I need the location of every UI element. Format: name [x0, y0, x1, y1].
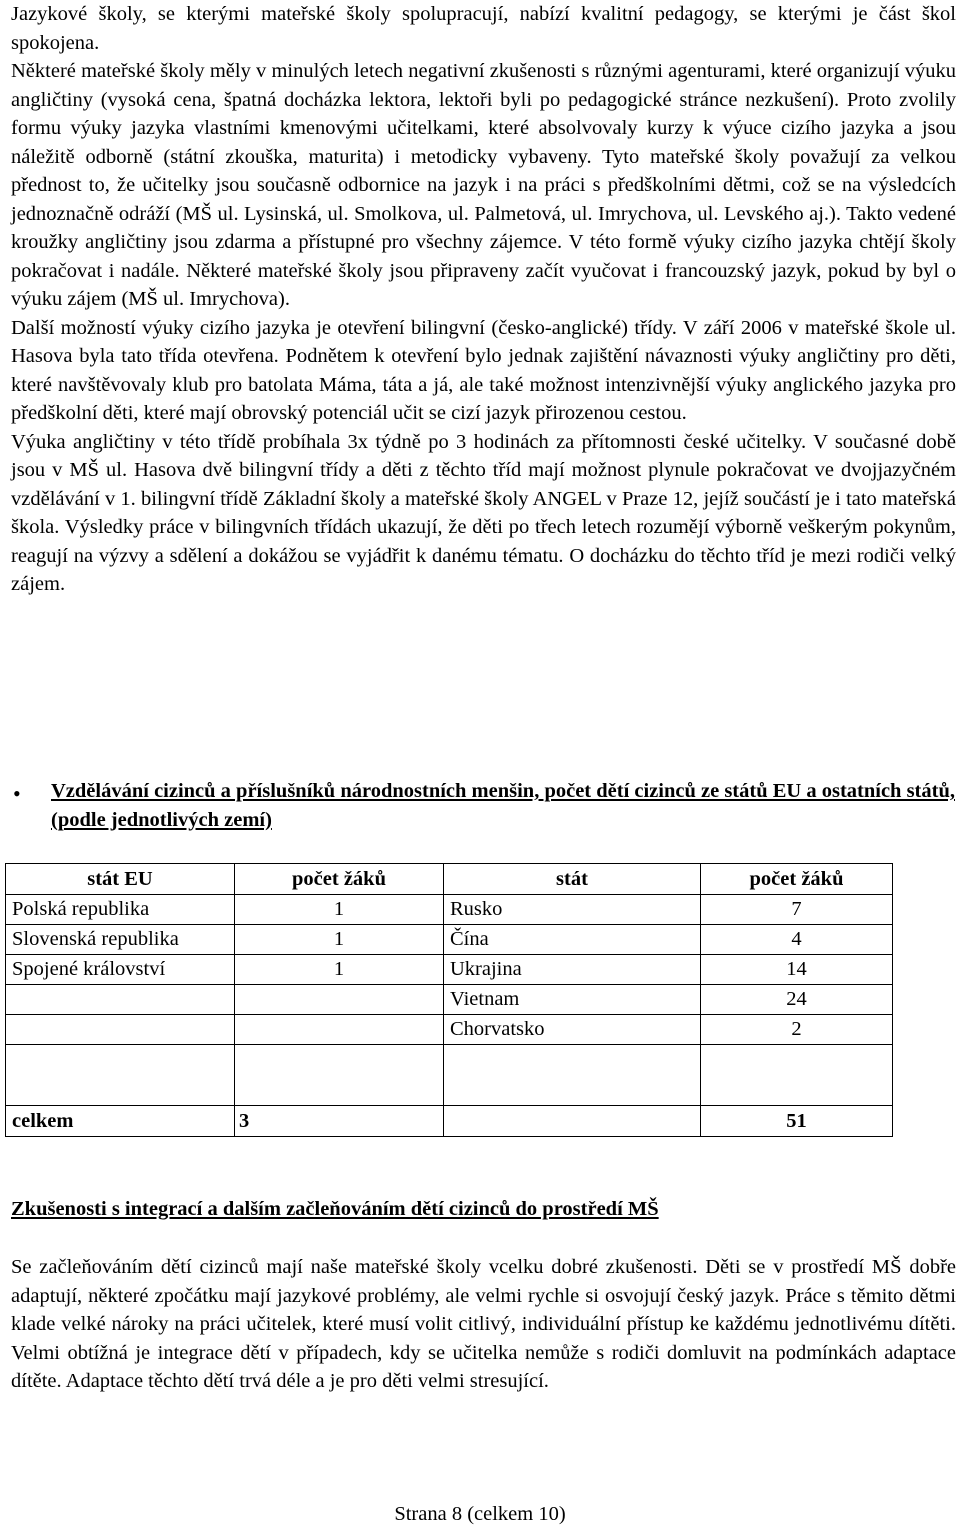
table-row [6, 925, 893, 955]
table-row [6, 985, 893, 1015]
count-cell: 7 [701, 895, 893, 925]
table-total-row [6, 1106, 893, 1137]
paragraph-bilingual-results: Výuka angličtiny v této třídě probíhala 3x týdně po 3 hodinách za přítomnosti české učitelky. V současné době jsou v MŠ ul. Hasova dvě bilingvní třídy a děti z těchto tříd mají možnost plynule pokračovat ve dvojjazyčném vzdělávání v 1. bilingvní třídě Základní školy a mateřské školy ANGEL v Praze 12, jejíž součástí je i tato mateřská škola. Výsledky práce v bilingvních třídách ukazují, že děti po třech letech rozumějí výborně veškerým pokynům, reagují na výzvy a sdělení a dokážou se vyjádřit k danému tématu. O docházku do těchto tříd je mezi rodiči velký zájem. [11, 430, 956, 595]
paragraph-language-schools: Jazykové školy, se kterými mateřské školy spolupracují, nabízí kvalitní pedagogy, se kterými je část škol spokojena. [11, 3, 956, 54]
count-cell: 14 [701, 955, 893, 985]
page-footer: Strana 8 (celkem 10) [394, 1503, 566, 1525]
count-cell: 4 [701, 925, 893, 955]
paragraph-bilingual-class: Další možností výuky cizího jazyka je otevření bilingvní (česko-anglické) třídy. V září 2006 v mateřské škole ul. Hasova byla tato třída otevřena. Podnětem k otevření bylo jednak zajištění návaznosti výuky angličtiny pro děti, které navštěvovaly klub pro batolata Máma, táta a já, ale také možnost intenzivnější výuky anglického jazyka pro předškolní děti, které mají obrovský potenciál učit se cizí jazyk přirozenou cestou. [11, 316, 956, 424]
table-header-row [6, 864, 893, 895]
total-label: celkem [6, 1106, 235, 1137]
foreign-students-table [5, 863, 893, 1137]
eu-count-cell: 1 [235, 955, 444, 985]
country-cell: Čína [444, 925, 701, 955]
table-row [6, 955, 893, 985]
table-row [6, 895, 893, 925]
country-cell: Vietnam [444, 985, 701, 1015]
total-empty [444, 1106, 701, 1137]
country-cell: Ukrajina [444, 955, 701, 985]
header-count: počet žáků [701, 864, 893, 895]
total-eu-count: 3 [235, 1106, 444, 1137]
eu-country-cell: Slovenská republika [6, 925, 235, 955]
foreigners-heading: Vzdělávání cizinců a příslušníků národnostních menšin, počet dětí cizinců ze států EU a ostatních států, (podle jednotlivých zemí) [51, 780, 955, 831]
header-country: stát [444, 864, 701, 895]
count-cell: 24 [701, 985, 893, 1015]
country-cell: Rusko [444, 895, 701, 925]
eu-count-cell [235, 1015, 444, 1045]
total-count: 51 [701, 1106, 893, 1137]
bullet-icon: • [13, 781, 21, 806]
table-row [6, 1015, 893, 1045]
eu-count-cell [235, 985, 444, 1015]
eu-country-cell [6, 1015, 235, 1045]
header-eu-count: počet žáků [235, 864, 444, 895]
eu-country-cell: Polská republika [6, 895, 235, 925]
eu-count-cell: 1 [235, 925, 444, 955]
eu-country-cell: Spojené království [6, 955, 235, 985]
count-cell: 2 [701, 1015, 893, 1045]
country-cell: Chorvatsko [444, 1015, 701, 1045]
document-body [11, 0, 956, 599]
integration-paragraph: Se začleňováním dětí cizinců mají naše mateřské školy vcelku dobré zkušenosti. Děti se v prostředí MŠ dobře adaptují, některé zpočátku mají jazykové problémy, ale velmi rychle si osvojují český jazyk. Práce s těmito dětmi klade velké nároky na práci učitelek, které musí volit citlivý, individuální přístup ke každému jednotlivému dítěti. Velmi obtížná je integrace dětí v případech, kdy se učitelka nemůže s rodiči domluvit na podmínkách adaptace dítěte. Adaptace těchto dětí trvá déle a je pro děti velmi stresující. [11, 1256, 956, 1392]
integration-heading: Zkušenosti s integrací a dalším začleňováním dětí cizinců do prostředí MŠ [11, 1198, 659, 1220]
eu-count-cell: 1 [235, 895, 444, 925]
paragraph-agencies-experience: Některé mateřské školy měly v minulých letech negativní zkušenosti s různými agenturami, které organizují výuku angličtiny (vysoká cena, špatná docházka lektora, lektoři byli po pedagogické stránce nezkušení). Proto zvolily formu výuky jazyka vlastními kmenovými učitelkami, které absolvovaly kurzy k výuce cizího jazyka a jsou náležitě odborně (státní zkouška, maturita) i metodicky vybaveny. Tyto mateřské školy považují za velkou přednost to, že učitelky jsou současně odbornice na jazyk i na práci s předškolními dětmi, což se na výsledcích jednoznačně odráží (MŠ ul. Lysinská, ul. Smolkova, ul. Palmetová, ul. Imrychova, ul. Levského aj.). Takto vedené kroužky angličtiny jsou zdarma a přístupné pro všechny zájemce. V této formě výuky cizího jazyka chtějí školy pokračovat i nadále. Některé mateřské školy jsou připraveny začít vyučovat i francouzský jazyk, pokud by byl o výuku zájem (MŠ ul. Imrychova). [11, 60, 956, 310]
eu-country-cell [6, 985, 235, 1015]
header-eu-country: stát EU [6, 864, 235, 895]
table-empty-row [6, 1045, 893, 1106]
